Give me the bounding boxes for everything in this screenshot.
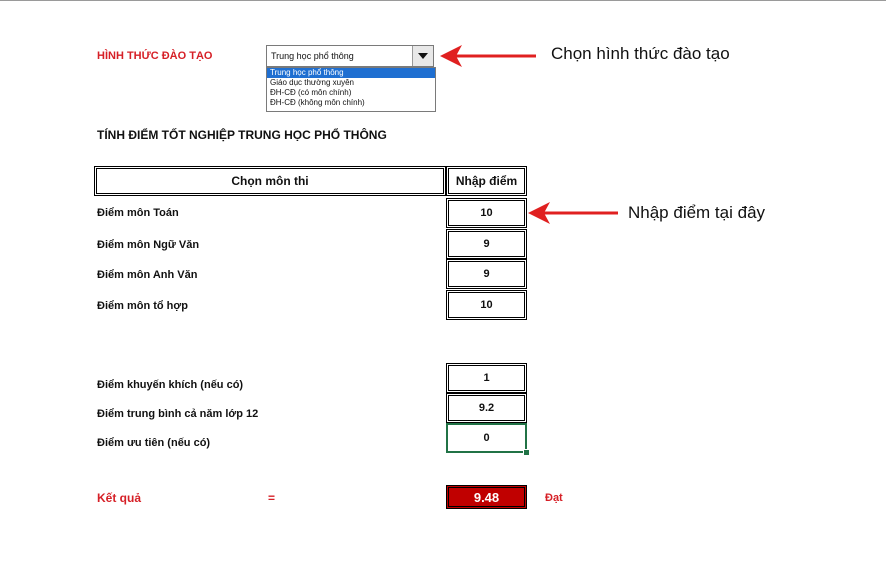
- dropdown-selected-value: Trung học phổ thông: [271, 51, 354, 61]
- score-cell-math[interactable]: 10: [446, 198, 527, 228]
- form-type-label: HÌNH THỨC ĐÀO TẠO: [97, 50, 213, 62]
- result-status: Đạt: [545, 492, 563, 504]
- result-label: Kết quả: [97, 491, 142, 505]
- chevron-down-icon: [418, 53, 428, 59]
- fill-handle[interactable]: [523, 449, 530, 456]
- arrow-left-icon: [438, 42, 538, 70]
- result-equals: =: [268, 491, 276, 505]
- annotation-choose-form: Chọn hình thức đào tạo: [551, 44, 730, 63]
- row-label-math: Điểm môn Toán: [97, 207, 179, 219]
- section-title: TÍNH ĐIỂM TỐT NGHIỆP TRUNG HỌC PHỔ THÔNG: [97, 128, 387, 142]
- dropdown-option[interactable]: Giáo dục thường xuyên: [270, 78, 354, 87]
- dropdown-option[interactable]: Trung học phổ thông: [267, 68, 435, 78]
- score-cell-bonus[interactable]: 1: [446, 363, 527, 393]
- row-label-bonus: Điểm khuyến khích (nếu có): [97, 379, 244, 391]
- top-border-line: [0, 0, 886, 1]
- score-cell-literature[interactable]: 9: [446, 229, 527, 259]
- dropdown-option-list: [266, 67, 436, 112]
- result-value-cell: 9.48: [446, 485, 527, 509]
- header-subject: Chọn môn thi: [94, 166, 446, 196]
- annotation-enter-score: Nhập điểm tại đây: [628, 203, 766, 222]
- row-label-literature: Điểm môn Ngữ Văn: [97, 239, 200, 251]
- dropdown-option[interactable]: ĐH-CĐ (không môn chính): [270, 98, 365, 107]
- row-label-average: Điểm trung bình cả năm lớp 12: [97, 408, 259, 420]
- score-cell-priority[interactable]: 0: [446, 423, 527, 453]
- row-label-priority: Điểm ưu tiên (nếu có): [97, 437, 211, 449]
- score-cell-average[interactable]: 9.2: [446, 393, 527, 423]
- dropdown-toggle-button[interactable]: [412, 46, 433, 66]
- form-type-dropdown[interactable]: [266, 45, 434, 67]
- row-label-combined: Điểm môn tổ hợp: [97, 300, 188, 312]
- arrow-left-icon: [526, 199, 620, 227]
- header-score: Nhập điểm: [446, 166, 527, 196]
- dropdown-option[interactable]: ĐH-CĐ (có môn chính): [270, 88, 352, 97]
- row-label-english: Điểm môn Anh Văn: [97, 269, 198, 281]
- score-cell-combined[interactable]: 10: [446, 290, 527, 320]
- score-cell-english[interactable]: 9: [446, 259, 527, 289]
